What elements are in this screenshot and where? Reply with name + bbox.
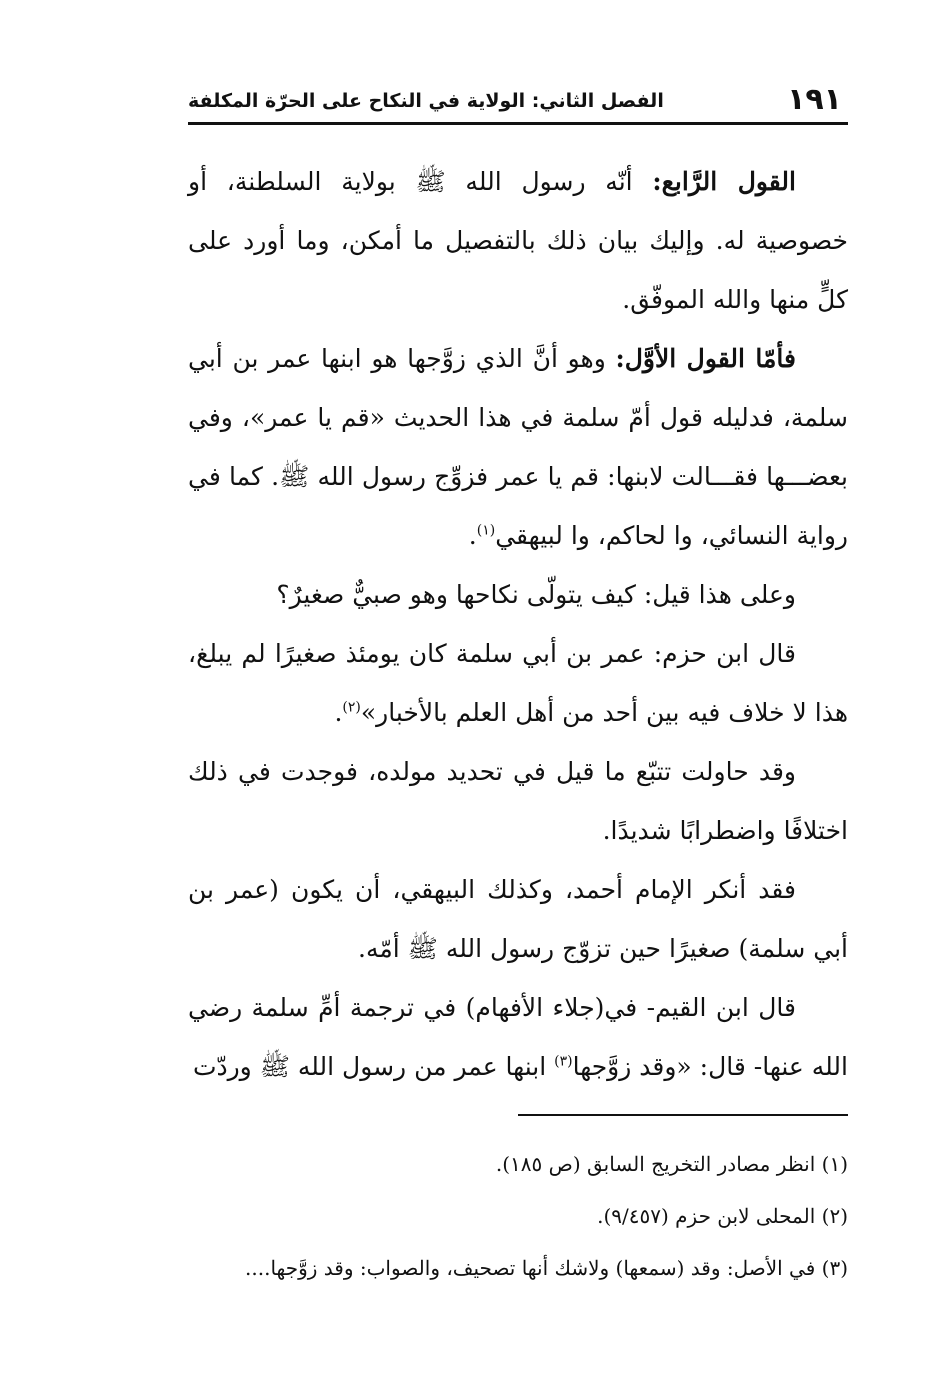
paragraph-imam-ahmad: فقد أنكر الإمام أحمد، وكذلك البيهقي، أن يكون (عمر بن أبي سلمة) صغيرًا حين تزوّج رسول الله ﷺ أمّه. bbox=[188, 875, 848, 963]
page-number: ١٩١ bbox=[787, 82, 842, 117]
paragraph-question: وعلى هذا قيل: كيف يتولّى نكاحها وهو صبيٌّ صغيرٌ؟ bbox=[276, 580, 796, 609]
paragraph-end: . bbox=[334, 698, 343, 727]
paragraph-lead: فأمّا القول الأوَّل: bbox=[615, 344, 796, 373]
footnote-ref[interactable]: (٣) bbox=[554, 1053, 573, 1070]
paragraph-text: قال ابن حزم: عمر بن أبي سلمة كان يومئذ صغيرًا لم يبلغ، هذا لا خلاف فيه بين أحد من أهل العلم بالأخبار» bbox=[188, 639, 848, 727]
footnotes bbox=[188, 1138, 848, 1294]
paragraph-end: ابنها عمر من رسول الله ﷺ وردّت bbox=[192, 1052, 555, 1081]
paragraph-text: وهو أنَّ الذي زوَّجها هو ابنها عمر بن أبي سلمة، فدليله قول أمّ سلمة في هذا الحديث «قم يا عمر»، وفي بعضـــها فقـــالت لابنها: قم يا عمر فزوِّج رسول الله ﷺ. كما في رواية النسائي، وا لحاكم، وا لبيهقي bbox=[188, 344, 848, 550]
paragraph-end: . bbox=[468, 521, 477, 550]
footnote-1: (١) انظر مصادر التخريج السابق (ص ١٨٥). bbox=[495, 1152, 848, 1176]
paragraph-ibn-qayyim bbox=[188, 978, 848, 1096]
footnote-separator bbox=[518, 1114, 848, 1116]
footnote-2: (٢) المحلى لابن حزم (٩/٤٥٧). bbox=[597, 1204, 848, 1228]
header-rule bbox=[188, 122, 848, 125]
paragraph-ibn-hazm bbox=[188, 624, 848, 742]
running-title: الفصل الثاني: الولاية في النكاح على الحرّة المكلفة bbox=[188, 90, 664, 112]
main-text bbox=[188, 152, 848, 1096]
paragraph-fourth-opinion bbox=[188, 152, 848, 329]
page-header bbox=[188, 82, 848, 122]
footnote-ref[interactable]: (٢) bbox=[342, 699, 361, 716]
footnote-ref[interactable]: (١) bbox=[476, 522, 496, 539]
footnote-3: (٣) في الأصل: وقد (سمعها) ولاشك أنها تصحيف، والصواب: وقد زوَّجها.... bbox=[245, 1256, 848, 1280]
paragraph-text: أنّه رسول الله ﷺ بولاية السلطنة، أو خصوصية له. وإليك بيان ذلك بالتفصيل ما أمكن، وما أورد على كلٍّ منها والله الموفّق. bbox=[188, 167, 848, 314]
paragraph-birth-date: وقد حاولت تتبّع ما قيل في تحديد مولده، فوجدت في ذلك اختلافًا واضطرابًا شديدًا. bbox=[188, 757, 848, 845]
paragraph-lead: القول الرَّابع: bbox=[652, 167, 796, 196]
paragraph-text: قال ابن القيم- في(جلاء الأفهام) في ترجمة أمِّ سلمة رضي الله عنها- قال: «وقد زوَّجها bbox=[188, 993, 848, 1081]
paragraph-first-opinion bbox=[188, 329, 848, 565]
book-page bbox=[188, 82, 848, 1294]
